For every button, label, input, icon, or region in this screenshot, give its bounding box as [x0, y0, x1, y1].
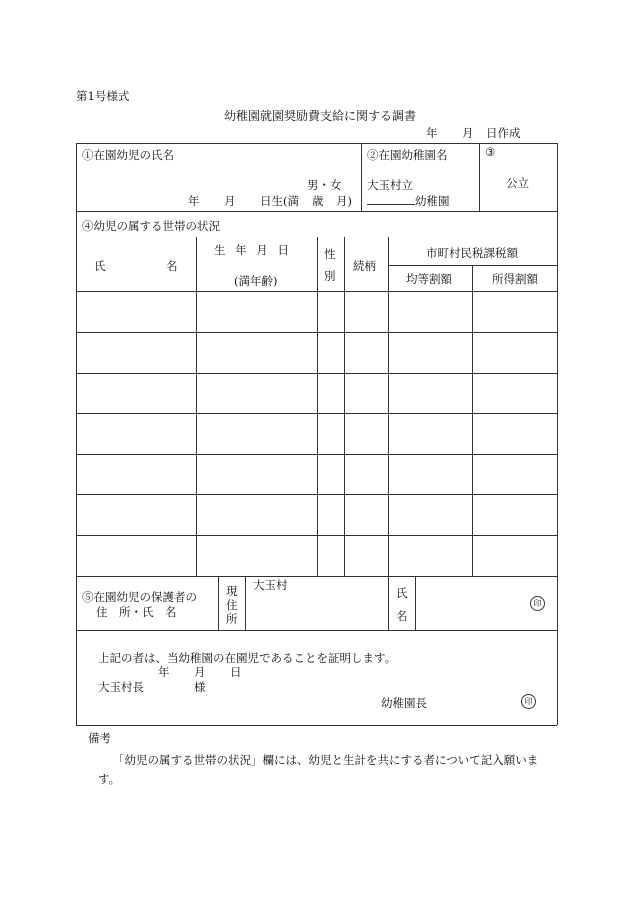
honorific: 様 — [194, 680, 206, 694]
header-name-b: 名 — [166, 259, 178, 273]
certification-statement: 上記の者は、当幼稚園の在園児であることを証明します。 — [98, 651, 397, 665]
guardian-label-line1: ⑤在園幼児の保護者の — [82, 590, 197, 604]
created-day: 日作成 — [486, 126, 521, 140]
header-tax-income: 所得割額 — [492, 272, 538, 286]
principal-label: 幼稚園長 — [381, 696, 427, 710]
principal-seal-icon: 印 — [521, 694, 536, 709]
table-row[interactable] — [77, 455, 557, 494]
guardian-name-label-1: 氏 — [396, 586, 408, 600]
section3-label: ③ — [485, 145, 496, 159]
cert-month: 月 — [194, 665, 206, 679]
village-prefix: 大玉村立 — [367, 178, 413, 192]
seal-mark-icon: 印 — [530, 596, 545, 611]
guardian-label-line2: 住 所・氏 名 — [96, 605, 177, 619]
header-name-a: 氏 — [94, 259, 106, 273]
created-month: 月 — [462, 126, 474, 140]
birth-month-label: 月 — [224, 194, 236, 208]
cert-year: 年 — [158, 665, 170, 679]
document-title: 幼稚園就園奨励費支給に関する調書 — [224, 109, 417, 123]
form-number: 第1号様式 — [76, 89, 130, 103]
kindergarten-suffix: 幼稚園 — [415, 194, 450, 208]
kindergarten-name-label: ②在園幼稚園名 — [367, 148, 448, 162]
remarks-line2: す。 — [98, 772, 121, 786]
public-label: 公立 — [506, 176, 529, 190]
birth-year-label: 年 — [188, 194, 200, 208]
table-row[interactable] — [77, 536, 557, 576]
remarks-heading: 備考 — [88, 731, 111, 745]
header-sex-a: 性 — [324, 247, 336, 261]
guardian-name-label-2: 名 — [396, 609, 408, 623]
address-value: 大玉村 — [253, 578, 288, 592]
table-row[interactable] — [77, 374, 557, 413]
household-status-label: ④幼児の属する世帯の状況 — [82, 219, 220, 233]
village-mayor-addressee: 大玉村長 — [98, 680, 144, 694]
kindergarten-name-line — [367, 193, 450, 209]
cert-day: 日 — [230, 665, 242, 679]
header-tax-title: 市町村民税課税額 — [426, 246, 518, 260]
header-sex-b: 別 — [324, 269, 336, 283]
table-row[interactable] — [77, 414, 557, 454]
birth-day-label: 日生(満 — [260, 194, 299, 208]
header-age: (満年齢) — [234, 274, 278, 288]
header-relation: 続柄 — [353, 259, 376, 273]
header-birthdate: 生 年 月 日 — [214, 243, 289, 257]
address-label-2: 住 — [226, 598, 238, 612]
kindergarten-name-blank — [367, 194, 415, 205]
header-tax-equal: 均等割額 — [406, 272, 452, 286]
table-row[interactable] — [77, 333, 557, 373]
address-label-3: 所 — [226, 612, 238, 626]
age-years-label: 歳 — [312, 194, 324, 208]
address-label-1: 現 — [226, 584, 238, 598]
remarks-line1: 「幼児の属する世帯の状況」欄には、幼児と生計を共にする者について記入願いま — [113, 753, 539, 767]
age-months-label: 月) — [336, 194, 352, 208]
sex-options: 男・女 — [307, 178, 342, 192]
created-year: 年 — [426, 126, 438, 140]
child-name-label: ①在園幼児の氏名 — [82, 148, 174, 162]
table-row[interactable] — [77, 292, 557, 332]
table-row[interactable] — [77, 495, 557, 535]
